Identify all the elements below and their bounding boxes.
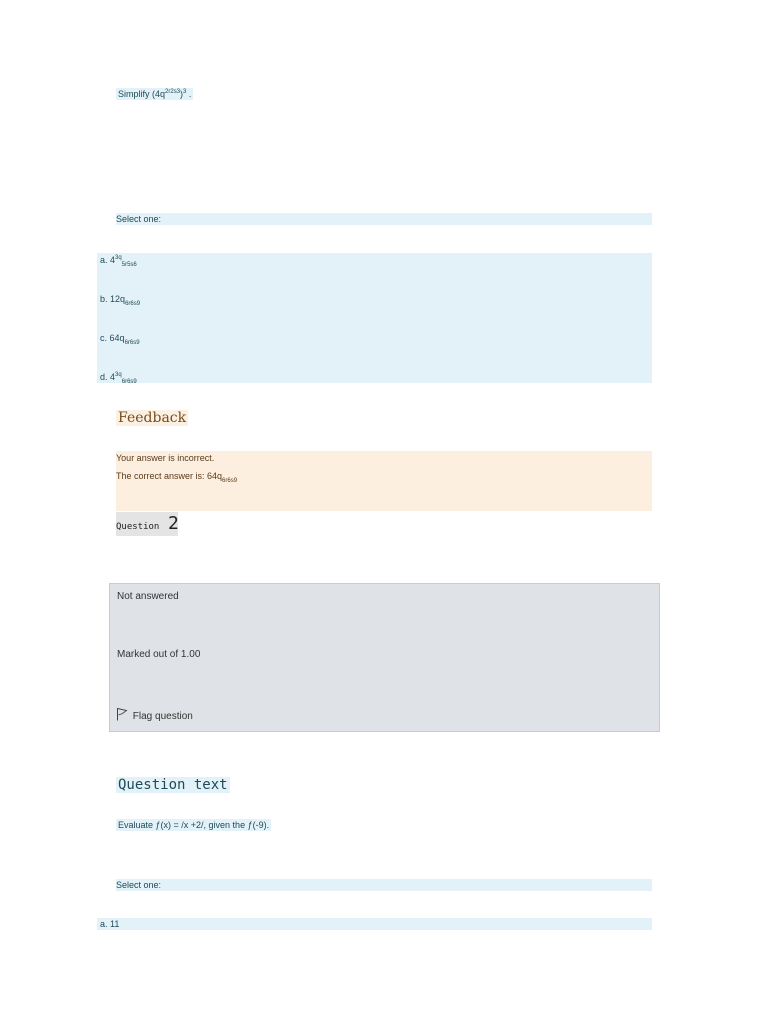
question2-text: Evaluate ƒ(x) = /x +2/, given the ƒ(-9). — [118, 820, 270, 830]
flag-icon — [116, 711, 133, 722]
question2-option-a[interactable]: a. 11 — [97, 918, 652, 930]
question-info-box — [109, 583, 660, 732]
question-state: Not answered — [117, 591, 179, 602]
flag-question-button[interactable] — [116, 707, 193, 722]
answer-options — [97, 253, 652, 383]
feedback-heading: Feedback — [118, 410, 187, 426]
select-one-label: Select one: — [116, 213, 652, 225]
question1-text: Simplify $(4q^{2r2s3})^3$ . — [118, 89, 192, 99]
option-c[interactable]: c. $64q_{6r6s9}$ — [100, 333, 140, 346]
select-one-label-2: Select one: — [116, 879, 652, 891]
flag-question-label: Flag question — [132, 711, 193, 722]
feedback-box — [116, 451, 652, 511]
question2-heading: Question 2 — [116, 513, 179, 534]
option-a[interactable]: a. $4^{3q}_{5r5s6}$ — [100, 255, 137, 268]
question-text-heading: Question text — [118, 777, 228, 793]
feedback-result: Your answer is incorrect. — [116, 453, 215, 463]
option-b[interactable]: b. $12q_{6r6s9}$ — [100, 294, 141, 307]
question-grade: Marked out of 1.00 — [117, 649, 201, 660]
option-d[interactable]: d. $4^{3q}_{6r6s9}$ — [100, 372, 137, 385]
feedback-correct-answer: The correct answer is: $64q_{6r6s9}$ — [116, 471, 238, 484]
